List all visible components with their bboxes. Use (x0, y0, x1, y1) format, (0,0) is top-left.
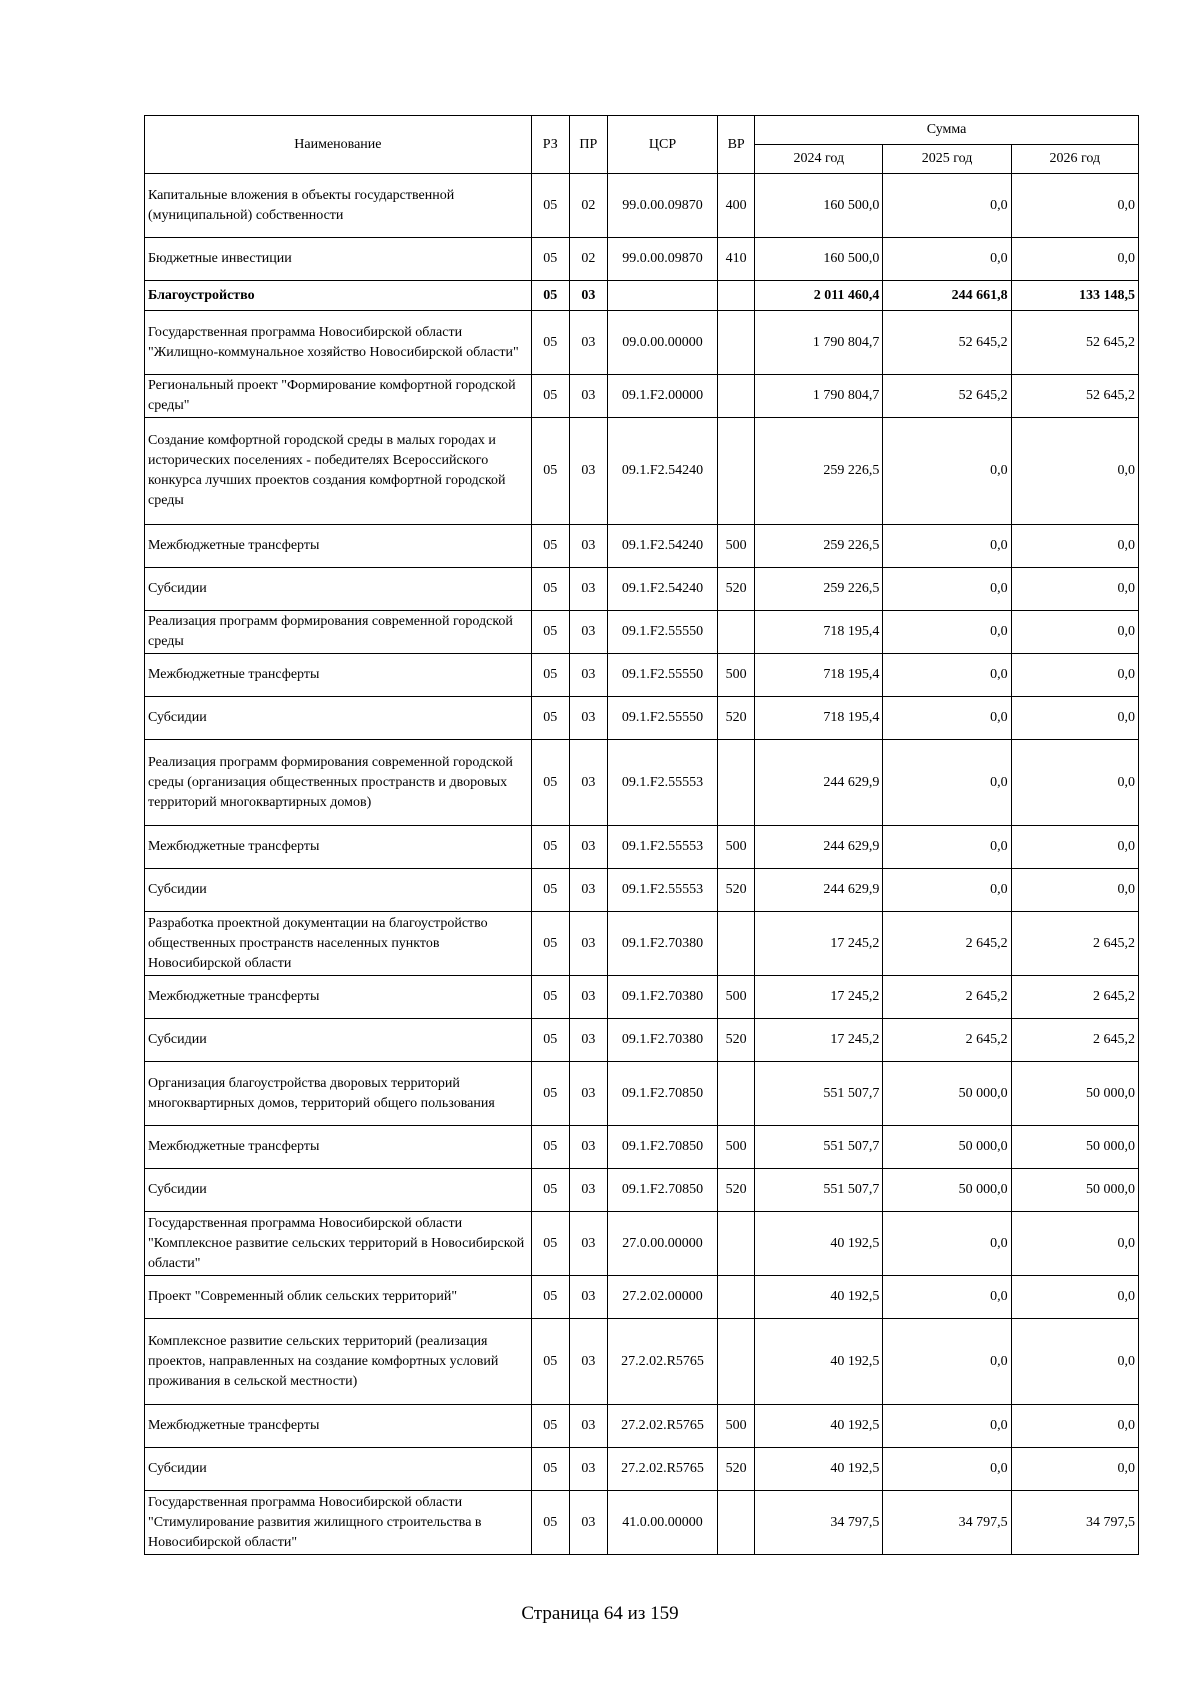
budget-table (144, 115, 1139, 1555)
row-csr: 09.1.F2.54240 (607, 568, 717, 611)
row-vr: 520 (718, 869, 755, 912)
row-sum-2025: 0,0 (883, 611, 1011, 654)
row-csr: 09.1.F2.70380 (607, 1019, 717, 1062)
row-rz: 05 (531, 611, 569, 654)
row-vr (718, 740, 755, 826)
table-row (145, 611, 1139, 654)
row-sum-2025: 0,0 (883, 238, 1011, 281)
row-sum-2025: 0,0 (883, 869, 1011, 912)
row-csr (607, 281, 717, 311)
row-sum-2025: 0,0 (883, 826, 1011, 869)
row-name: Проект "Современный облик сельских территорий" (145, 1276, 532, 1319)
row-sum-2026: 0,0 (1011, 238, 1138, 281)
table-row (145, 525, 1139, 568)
row-sum-2026: 52 645,2 (1011, 375, 1138, 418)
row-sum-2024: 718 195,4 (755, 611, 883, 654)
row-pr: 03 (569, 311, 607, 375)
row-sum-2024: 40 192,5 (755, 1276, 883, 1319)
row-name: Субсидии (145, 1019, 532, 1062)
row-sum-2024: 551 507,7 (755, 1062, 883, 1126)
table-row (145, 826, 1139, 869)
table-row (145, 1276, 1139, 1319)
row-name: Межбюджетные трансферты (145, 525, 532, 568)
row-csr: 27.2.02.R5765 (607, 1319, 717, 1405)
row-name: Межбюджетные трансферты (145, 654, 532, 697)
row-sum-2026: 0,0 (1011, 1276, 1138, 1319)
row-sum-2024: 551 507,7 (755, 1126, 883, 1169)
row-sum-2026: 2 645,2 (1011, 976, 1138, 1019)
row-sum-2026: 0,0 (1011, 826, 1138, 869)
row-vr: 520 (718, 1169, 755, 1212)
row-name: Региональный проект "Формирование комфортной городской среды" (145, 375, 532, 418)
row-csr: 99.0.00.09870 (607, 174, 717, 238)
table-row (145, 568, 1139, 611)
row-csr: 09.1.F2.70380 (607, 912, 717, 976)
row-name: Капитальные вложения в объекты государственной (муниципальной) собственности (145, 174, 532, 238)
row-sum-2025: 2 645,2 (883, 912, 1011, 976)
table-row (145, 281, 1139, 311)
row-sum-2024: 259 226,5 (755, 418, 883, 525)
row-sum-2025: 52 645,2 (883, 311, 1011, 375)
row-sum-2024: 17 245,2 (755, 976, 883, 1019)
row-pr: 03 (569, 418, 607, 525)
row-rz: 05 (531, 1448, 569, 1491)
row-vr (718, 1276, 755, 1319)
table-row (145, 1448, 1139, 1491)
row-sum-2026: 133 148,5 (1011, 281, 1138, 311)
row-name: Государственная программа Новосибирской области "Жилищно-коммунальное хозяйство Новосибирской области" (145, 311, 532, 375)
row-csr: 09.1.F2.55553 (607, 740, 717, 826)
row-rz: 05 (531, 525, 569, 568)
row-name: Благоустройство (145, 281, 532, 311)
row-pr: 03 (569, 1169, 607, 1212)
row-csr: 09.1.F2.54240 (607, 525, 717, 568)
row-vr (718, 611, 755, 654)
row-csr: 09.1.F2.55550 (607, 697, 717, 740)
row-sum-2024: 2 011 460,4 (755, 281, 883, 311)
row-rz: 05 (531, 912, 569, 976)
row-vr (718, 1212, 755, 1276)
row-rz: 05 (531, 869, 569, 912)
table-row (145, 238, 1139, 281)
row-sum-2026: 0,0 (1011, 525, 1138, 568)
row-pr: 03 (569, 1062, 607, 1126)
row-pr: 03 (569, 1126, 607, 1169)
row-vr: 520 (718, 568, 755, 611)
row-name: Субсидии (145, 568, 532, 611)
row-sum-2025: 0,0 (883, 174, 1011, 238)
row-vr: 400 (718, 174, 755, 238)
row-csr: 09.1.F2.55553 (607, 826, 717, 869)
row-sum-2026: 0,0 (1011, 697, 1138, 740)
row-vr: 500 (718, 976, 755, 1019)
row-vr: 500 (718, 826, 755, 869)
header-year-2026: 2026 год (1011, 145, 1138, 174)
row-name: Межбюджетные трансферты (145, 1405, 532, 1448)
row-vr (718, 311, 755, 375)
table-row (145, 1062, 1139, 1126)
row-csr: 09.1.F2.70380 (607, 976, 717, 1019)
row-rz: 05 (531, 976, 569, 1019)
row-name: Государственная программа Новосибирской области "Стимулирование развития жилищного строительства в Новосибирской области" (145, 1491, 532, 1555)
row-pr: 03 (569, 912, 607, 976)
header-vr: ВР (718, 116, 755, 174)
row-rz: 05 (531, 418, 569, 525)
row-sum-2025: 0,0 (883, 418, 1011, 525)
row-rz: 05 (531, 740, 569, 826)
row-pr: 03 (569, 1019, 607, 1062)
row-pr: 03 (569, 697, 607, 740)
row-name: Реализация программ формирования современной городской среды (145, 611, 532, 654)
row-csr: 09.1.F2.55550 (607, 611, 717, 654)
row-sum-2024: 259 226,5 (755, 568, 883, 611)
row-sum-2026: 2 645,2 (1011, 1019, 1138, 1062)
row-name: Межбюджетные трансферты (145, 1126, 532, 1169)
row-name: Создание комфортной городской среды в малых городах и исторических поселениях - победителях Всероссийского конкурса лучших проектов создания комфортной городской среды (145, 418, 532, 525)
row-sum-2024: 40 192,5 (755, 1319, 883, 1405)
row-sum-2026: 52 645,2 (1011, 311, 1138, 375)
row-vr (718, 418, 755, 525)
row-rz: 05 (531, 1062, 569, 1126)
row-rz: 05 (531, 311, 569, 375)
row-sum-2025: 50 000,0 (883, 1062, 1011, 1126)
row-sum-2025: 0,0 (883, 525, 1011, 568)
row-csr: 41.0.00.00000 (607, 1491, 717, 1555)
row-sum-2026: 0,0 (1011, 869, 1138, 912)
row-sum-2024: 40 192,5 (755, 1448, 883, 1491)
table-row (145, 1126, 1139, 1169)
row-sum-2026: 34 797,5 (1011, 1491, 1138, 1555)
row-csr: 09.1.F2.70850 (607, 1062, 717, 1126)
row-name: Комплексное развитие сельских территорий (реализация проектов, направленных на создание комфортных условий проживания в сельской местности) (145, 1319, 532, 1405)
row-pr: 03 (569, 1276, 607, 1319)
row-csr: 09.0.00.00000 (607, 311, 717, 375)
header-pr: ПР (569, 116, 607, 174)
row-vr: 500 (718, 1405, 755, 1448)
row-pr: 03 (569, 1319, 607, 1405)
row-sum-2025: 0,0 (883, 740, 1011, 826)
row-vr (718, 1491, 755, 1555)
row-sum-2025: 0,0 (883, 1405, 1011, 1448)
table-row (145, 375, 1139, 418)
row-rz: 05 (531, 654, 569, 697)
table-row (145, 869, 1139, 912)
row-pr: 03 (569, 1405, 607, 1448)
row-name: Разработка проектной документации на благоустройство общественных пространств населенных пунктов Новосибирской области (145, 912, 532, 976)
row-sum-2024: 1 790 804,7 (755, 375, 883, 418)
row-sum-2026: 0,0 (1011, 174, 1138, 238)
table-row (145, 1319, 1139, 1405)
table-row (145, 174, 1139, 238)
row-sum-2024: 34 797,5 (755, 1491, 883, 1555)
row-sum-2024: 160 500,0 (755, 174, 883, 238)
row-sum-2025: 52 645,2 (883, 375, 1011, 418)
budget-sheet (144, 115, 1139, 1555)
table-row (145, 1491, 1139, 1555)
row-csr: 27.0.00.00000 (607, 1212, 717, 1276)
row-sum-2024: 244 629,9 (755, 869, 883, 912)
row-rz: 05 (531, 174, 569, 238)
row-name: Субсидии (145, 1448, 532, 1491)
row-rz: 05 (531, 1212, 569, 1276)
row-name: Организация благоустройства дворовых территорий многоквартирных домов, территорий общего пользования (145, 1062, 532, 1126)
row-vr: 500 (718, 525, 755, 568)
row-sum-2025: 0,0 (883, 654, 1011, 697)
table-body (145, 174, 1139, 1555)
row-rz: 05 (531, 568, 569, 611)
row-rz: 05 (531, 375, 569, 418)
table-row (145, 1212, 1139, 1276)
row-pr: 03 (569, 740, 607, 826)
row-sum-2024: 40 192,5 (755, 1405, 883, 1448)
row-sum-2026: 0,0 (1011, 1319, 1138, 1405)
header-csr: ЦСР (607, 116, 717, 174)
row-vr (718, 375, 755, 418)
table-row (145, 1169, 1139, 1212)
row-sum-2024: 40 192,5 (755, 1212, 883, 1276)
row-sum-2024: 160 500,0 (755, 238, 883, 281)
row-sum-2026: 0,0 (1011, 1448, 1138, 1491)
table-row (145, 740, 1139, 826)
row-sum-2025: 50 000,0 (883, 1126, 1011, 1169)
table-row (145, 912, 1139, 976)
row-sum-2026: 0,0 (1011, 654, 1138, 697)
header-year-2024: 2024 год (755, 145, 883, 174)
row-rz: 05 (531, 1491, 569, 1555)
row-vr: 520 (718, 1019, 755, 1062)
row-csr: 09.1.F2.70850 (607, 1169, 717, 1212)
row-name: Государственная программа Новосибирской области "Комплексное развитие сельских территорий в Новосибирской области" (145, 1212, 532, 1276)
row-pr: 03 (569, 976, 607, 1019)
row-sum-2026: 0,0 (1011, 568, 1138, 611)
header-year-2025: 2025 год (883, 145, 1011, 174)
row-rz: 05 (531, 1276, 569, 1319)
row-pr: 02 (569, 238, 607, 281)
row-pr: 03 (569, 611, 607, 654)
header-sum: Сумма (755, 116, 1139, 145)
row-rz: 05 (531, 1019, 569, 1062)
row-sum-2025: 244 661,8 (883, 281, 1011, 311)
row-sum-2025: 0,0 (883, 1448, 1011, 1491)
row-rz: 05 (531, 826, 569, 869)
row-pr: 03 (569, 826, 607, 869)
row-rz: 05 (531, 1405, 569, 1448)
row-name: Субсидии (145, 697, 532, 740)
row-vr (718, 1319, 755, 1405)
table-row (145, 976, 1139, 1019)
row-sum-2024: 17 245,2 (755, 1019, 883, 1062)
row-pr: 03 (569, 1212, 607, 1276)
row-sum-2024: 244 629,9 (755, 826, 883, 869)
row-csr: 09.1.F2.54240 (607, 418, 717, 525)
row-sum-2025: 0,0 (883, 1319, 1011, 1405)
row-sum-2025: 0,0 (883, 1212, 1011, 1276)
row-sum-2024: 718 195,4 (755, 697, 883, 740)
row-pr: 03 (569, 869, 607, 912)
row-csr: 09.1.F2.55553 (607, 869, 717, 912)
row-pr: 03 (569, 568, 607, 611)
row-pr: 03 (569, 654, 607, 697)
row-rz: 05 (531, 238, 569, 281)
row-rz: 05 (531, 1319, 569, 1405)
row-sum-2025: 0,0 (883, 1276, 1011, 1319)
row-sum-2024: 551 507,7 (755, 1169, 883, 1212)
table-row (145, 654, 1139, 697)
row-name: Субсидии (145, 869, 532, 912)
table-header (145, 116, 1139, 174)
table-row (145, 697, 1139, 740)
row-pr: 02 (569, 174, 607, 238)
row-name: Межбюджетные трансферты (145, 826, 532, 869)
row-pr: 03 (569, 1448, 607, 1491)
row-sum-2026: 50 000,0 (1011, 1169, 1138, 1212)
row-name: Межбюджетные трансферты (145, 976, 532, 1019)
row-csr: 09.1.F2.00000 (607, 375, 717, 418)
row-sum-2025: 0,0 (883, 697, 1011, 740)
row-sum-2025: 34 797,5 (883, 1491, 1011, 1555)
row-sum-2026: 0,0 (1011, 1405, 1138, 1448)
row-pr: 03 (569, 1491, 607, 1555)
row-csr: 27.2.02.R5765 (607, 1405, 717, 1448)
row-csr: 27.2.02.00000 (607, 1276, 717, 1319)
row-sum-2026: 0,0 (1011, 1212, 1138, 1276)
table-row (145, 418, 1139, 525)
row-vr: 410 (718, 238, 755, 281)
row-sum-2026: 0,0 (1011, 740, 1138, 826)
row-sum-2024: 1 790 804,7 (755, 311, 883, 375)
row-csr: 09.1.F2.55550 (607, 654, 717, 697)
row-sum-2025: 2 645,2 (883, 1019, 1011, 1062)
table-row (145, 1405, 1139, 1448)
row-vr (718, 1062, 755, 1126)
row-sum-2026: 50 000,0 (1011, 1062, 1138, 1126)
header-rz: РЗ (531, 116, 569, 174)
row-rz: 05 (531, 697, 569, 740)
row-pr: 03 (569, 281, 607, 311)
header-name: Наименование (145, 116, 532, 174)
row-sum-2026: 0,0 (1011, 611, 1138, 654)
row-vr: 520 (718, 697, 755, 740)
row-vr: 500 (718, 1126, 755, 1169)
row-vr: 520 (718, 1448, 755, 1491)
row-vr (718, 281, 755, 311)
row-name: Субсидии (145, 1169, 532, 1212)
row-rz: 05 (531, 281, 569, 311)
row-csr: 09.1.F2.70850 (607, 1126, 717, 1169)
row-pr: 03 (569, 525, 607, 568)
row-rz: 05 (531, 1169, 569, 1212)
row-sum-2024: 718 195,4 (755, 654, 883, 697)
row-name: Реализация программ формирования современной городской среды (организация общественных пространств и дворовых территорий многоквартирных домов) (145, 740, 532, 826)
table-row (145, 311, 1139, 375)
row-vr (718, 912, 755, 976)
row-sum-2025: 2 645,2 (883, 976, 1011, 1019)
row-sum-2026: 2 645,2 (1011, 912, 1138, 976)
page-number: Страница 64 из 159 (521, 1603, 679, 1624)
row-sum-2024: 244 629,9 (755, 740, 883, 826)
row-sum-2024: 17 245,2 (755, 912, 883, 976)
row-rz: 05 (531, 1126, 569, 1169)
row-name: Бюджетные инвестиции (145, 238, 532, 281)
row-pr: 03 (569, 375, 607, 418)
table-row (145, 1019, 1139, 1062)
row-vr: 500 (718, 654, 755, 697)
row-sum-2026: 0,0 (1011, 418, 1138, 525)
row-sum-2024: 259 226,5 (755, 525, 883, 568)
row-sum-2026: 50 000,0 (1011, 1126, 1138, 1169)
row-sum-2025: 50 000,0 (883, 1169, 1011, 1212)
row-csr: 27.2.02.R5765 (607, 1448, 717, 1491)
row-sum-2025: 0,0 (883, 568, 1011, 611)
row-csr: 99.0.00.09870 (607, 238, 717, 281)
